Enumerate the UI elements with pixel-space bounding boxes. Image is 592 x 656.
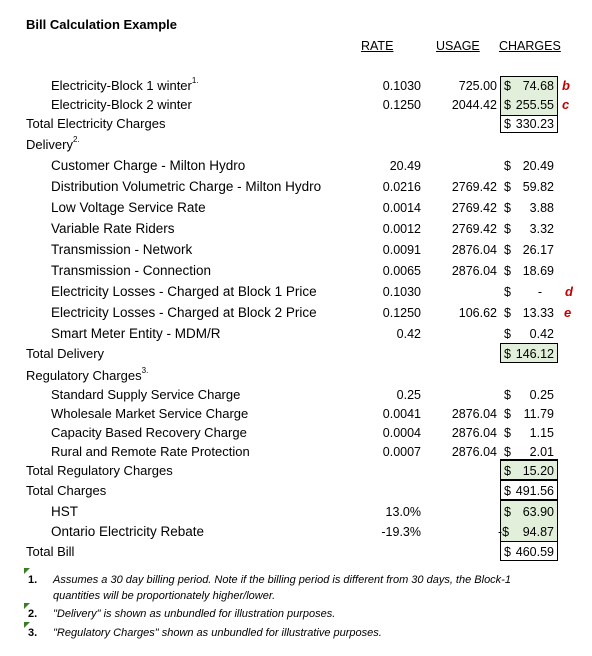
capacity-label: Capacity Based Recovery Charge — [51, 425, 247, 440]
wholesale-label: Wholesale Market Service Charge — [51, 406, 249, 421]
rural-currency: $ — [504, 445, 511, 459]
total-delivery-label: Total Delivery — [26, 346, 105, 361]
block1-mark: b — [562, 78, 570, 93]
trans-con-amount: 18.69 — [522, 264, 554, 278]
loss1-amount: - — [537, 285, 542, 299]
hst-label: HST — [51, 504, 78, 519]
total-charges-amount: 491.56 — [515, 484, 554, 498]
oer-currency: -$ — [498, 525, 510, 539]
hst-amount: 63.90 — [522, 505, 554, 519]
regulatory-heading: Regulatory Charges$^{3.}$ — [26, 365, 149, 383]
oer-amount: 94.87 — [522, 525, 554, 539]
block1-currency: $ — [504, 79, 511, 93]
loss2-currency: $ — [504, 306, 511, 320]
wholesale-rate: 0.0041 — [382, 407, 421, 421]
total-elec-currency: $ — [504, 117, 511, 131]
smart-currency: $ — [504, 327, 511, 341]
var-rate-label: Variable Rate Riders — [51, 221, 175, 236]
trans-net-label: Transmission - Network — [51, 242, 193, 257]
loss2-usage: 106.62 — [458, 306, 497, 320]
total-reg-currency: $ — [504, 464, 511, 478]
wholesale-usage: 2876.04 — [451, 407, 497, 421]
wholesale-amount: 11.79 — [523, 407, 554, 421]
var-rate-amount: 3.32 — [529, 222, 554, 236]
trans-net-currency: $ — [504, 243, 511, 257]
footnote-2-text: "Delivery" is shown as unbundled for illustration purposes. — [53, 608, 336, 620]
std-supply-label: Standard Supply Service Charge — [51, 387, 241, 402]
block1-rate: 0.1030 — [382, 79, 421, 93]
dist-vol-amount: 59.82 — [522, 180, 554, 194]
block1-amount: 74.68 — [522, 79, 554, 93]
block2-label: Electricity-Block 2 winter — [51, 97, 192, 112]
charges-header: CHARGES — [499, 39, 561, 53]
capacity-amount: 1.15 — [529, 426, 554, 440]
total-reg-amount: 15.20 — [522, 464, 554, 478]
block1-label: Electricity-Block 1 winter$^{1.}$ — [51, 75, 199, 93]
smart-rate: 0.42 — [396, 327, 421, 341]
total-reg-label: Total Regulatory Charges — [26, 463, 173, 478]
total-bill-label: Total Bill — [26, 544, 75, 559]
low-volt-rate: 0.0014 — [382, 201, 421, 215]
low-volt-usage: 2769.42 — [451, 201, 497, 215]
footnote-1-number: 1. — [28, 574, 38, 586]
delivery-heading: Delivery$^{2.}$ — [26, 134, 80, 152]
loss2-rate: 0.1250 — [382, 306, 421, 320]
footnote-1-line2: quantities will be proportionately higher/lower. — [53, 590, 276, 602]
trans-con-label: Transmission - Connection — [51, 263, 212, 278]
total-elec-label: Total Electricity Charges — [26, 116, 166, 131]
low-volt-amount: 3.88 — [529, 201, 554, 215]
rural-amount: 2.01 — [529, 445, 554, 459]
capacity-rate: 0.0004 — [382, 426, 421, 440]
var-rate-usage: 2769.42 — [451, 222, 497, 236]
total-bill-currency: $ — [504, 545, 511, 559]
loss2-label: Electricity Losses - Charged at Block 2 Price — [51, 305, 317, 320]
block2-amount: 255.55 — [515, 98, 554, 112]
customer-amount: 20.49 — [522, 159, 554, 173]
hst-currency: $ — [504, 505, 511, 519]
usage-header: USAGE — [436, 39, 480, 53]
rural-label: Rural and Remote Rate Protection — [51, 444, 250, 459]
std-supply-amount: 0.25 — [529, 388, 554, 402]
block1-usage: 725.00 — [458, 79, 497, 93]
delivery-underline — [500, 343, 558, 344]
capacity-usage: 2876.04 — [451, 426, 497, 440]
trans-net-amount: 26.17 — [522, 243, 554, 257]
hst-rate: 13.0% — [385, 505, 421, 519]
total-charges-label: Total Charges — [26, 483, 107, 498]
footnote-1-line1: Assumes a 30 day billing period. Note if the billing period is different from 30 days, the Block-1 — [53, 574, 511, 586]
total-elec-amount: 330.23 — [515, 117, 554, 131]
total-delivery-currency: $ — [504, 347, 511, 361]
rate-header: RATE — [361, 39, 394, 53]
trans-con-currency: $ — [504, 264, 511, 278]
rural-usage: 2876.04 — [451, 445, 497, 459]
var-rate-currency: $ — [504, 222, 511, 236]
loss2-mark: e — [564, 305, 572, 320]
wholesale-currency: $ — [504, 407, 511, 421]
footnote-3-number: 3. — [28, 627, 38, 639]
low-volt-currency: $ — [504, 201, 511, 215]
loss1-mark: d — [565, 284, 573, 299]
oer-rate: -19.3% — [381, 525, 421, 539]
trans-net-rate: 0.0091 — [382, 243, 421, 257]
loss1-label: Electricity Losses - Charged at Block 1 Price — [51, 284, 317, 299]
block2-rate: 0.1250 — [382, 98, 421, 112]
trans-net-usage: 2876.04 — [451, 243, 497, 257]
block2-usage: 2044.42 — [451, 98, 497, 112]
total-charges-currency: $ — [504, 484, 511, 498]
std-supply-rate: 0.25 — [396, 388, 421, 402]
footnote-3-text: "Regulatory Charges" shown as unbundled for illustrative purposes. — [53, 627, 382, 639]
smart-label: Smart Meter Entity - MDM/R — [51, 326, 221, 341]
loss2-amount: 13.33 — [522, 306, 554, 320]
total-delivery-amount: 146.12 — [515, 347, 554, 361]
loss1-currency: $ — [504, 285, 511, 299]
customer-label: Customer Charge - Milton Hydro — [51, 158, 246, 173]
capacity-currency: $ — [504, 426, 511, 440]
block2-mark: c — [562, 97, 570, 112]
trans-con-usage: 2876.04 — [451, 264, 497, 278]
dist-vol-rate: 0.0216 — [382, 180, 421, 194]
footnote-2-number: 2. — [28, 608, 38, 620]
dist-vol-currency: $ — [504, 180, 511, 194]
customer-rate: 20.49 — [389, 159, 421, 173]
loss1-rate: 0.1030 — [382, 285, 421, 299]
trans-con-rate: 0.0065 — [382, 264, 421, 278]
customer-currency: $ — [504, 159, 511, 173]
var-rate-rate: 0.0012 — [382, 222, 421, 236]
block2-currency: $ — [504, 98, 511, 112]
std-supply-currency: $ — [504, 388, 511, 402]
smart-amount: 0.42 — [529, 327, 554, 341]
low-volt-label: Low Voltage Service Rate — [51, 200, 206, 215]
total-bill-amount: 460.59 — [515, 545, 554, 559]
dist-vol-label: Distribution Volumetric Charge - Milton Hydro — [51, 179, 322, 194]
oer-label: Ontario Electricity Rebate — [51, 524, 205, 539]
rural-rate: 0.0007 — [382, 445, 421, 459]
dist-vol-usage: 2769.42 — [451, 180, 497, 194]
sheet-title: Bill Calculation Example — [26, 17, 177, 32]
